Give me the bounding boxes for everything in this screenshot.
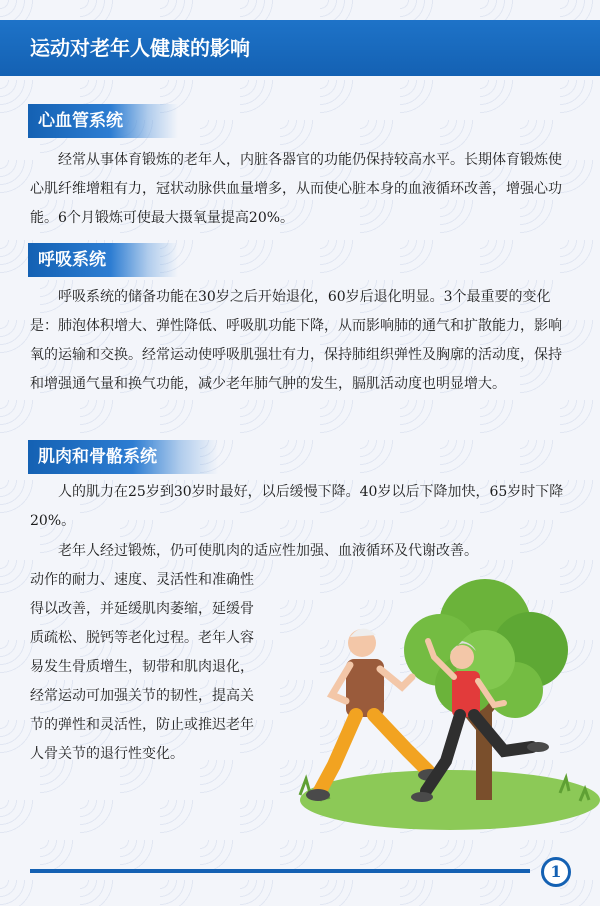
paragraph-exercise-benefit: 老年人经过锻炼，仍可使肌肉的适应性加强、血液循环及代谢改善。 <box>58 543 478 559</box>
jogging-couple-illustration <box>280 565 600 835</box>
section-heading-label: 肌肉和骨骼系统 <box>38 447 157 467</box>
page-title: 运动对老年人健康的影响 <box>30 36 250 60</box>
page-number-badge <box>541 857 571 887</box>
title-bar <box>0 20 600 76</box>
paragraph-cardiovascular: 经常从事体育锻炼的老年人，内脏各器官的功能仍保持较高水平。长期体育锻炼使心肌纤维增粗有力，冠状动脉供血量增多，从而使心脏本身的血液循环改善，增强心功能。6个月锻炼可使最大摄氧量提高20%。 <box>30 152 562 226</box>
page-number: 1 <box>550 862 562 881</box>
paragraph-muscle-strength: 人的肌力在25岁到30岁时最好，以后缓慢下降。40岁以后下降加快，65岁时下降20%。 <box>30 484 564 529</box>
section-heading-musculoskeletal <box>28 440 218 474</box>
footer-line <box>30 869 530 873</box>
section-heading-cardiovascular <box>28 104 178 138</box>
section-heading-label: 呼吸系统 <box>38 250 106 270</box>
paragraph-aging-prevention: 动作的耐力、速度、灵活性和准确性得以改善，并延缓肌肉萎缩，延缓骨质疏松、脱钙等老化过程。老年人容易发生骨质增生，韧带和肌肉退化，经常运动可加强关节的韧性，提高关节的弹性和灵活性，防止或推迟老年人骨关节的退行性变化。 <box>30 572 254 762</box>
paragraph-respiratory: 呼吸系统的储备功能在30岁之后开始退化，60岁后退化明显。3个最重要的变化是：肺泡体积增大、弹性降低、呼吸肌功能下降，从而影响肺的通气和扩散能力，影响氧的运输和交换。经常运动使呼吸肌强壮有力，保持肺组织弹性及胸廓的活动度，保持和增强通气量和换气功能，减少老年肺气肿的发生，膈肌活动度也明显增大。 <box>30 289 562 392</box>
section-heading-label: 心血管系统 <box>38 111 123 131</box>
section-heading-respiratory <box>28 243 178 277</box>
grass-ground <box>300 770 600 830</box>
